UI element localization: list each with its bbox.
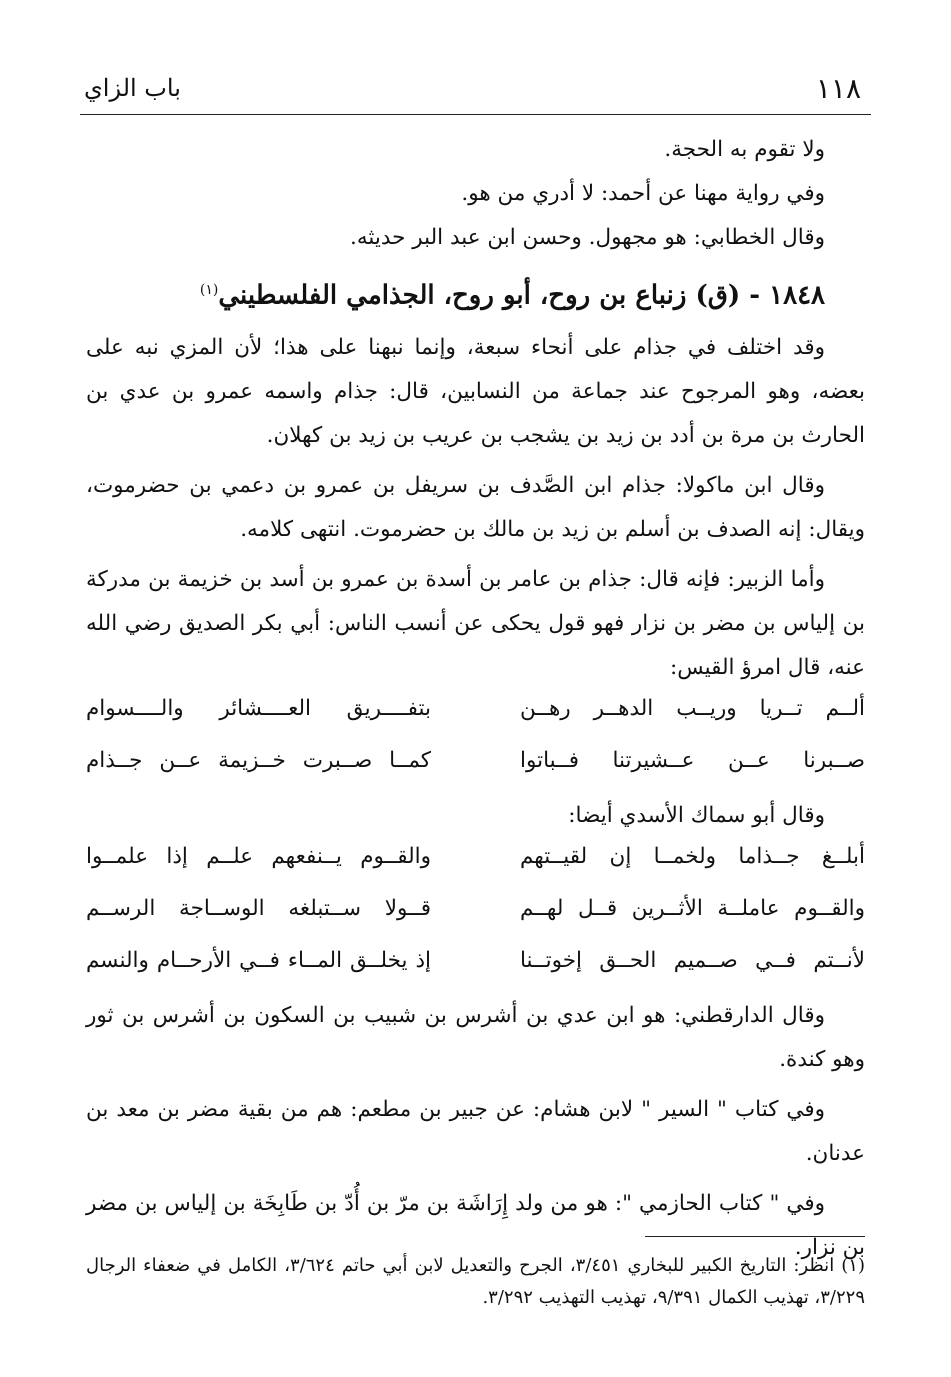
running-title: باب الزاي — [84, 74, 181, 102]
text-line: وقال الخطابي: هو مجهول. وحسن ابن عبد البر حديثه. — [350, 225, 825, 250]
verse-second-hemistich: والقــوم يــنفعهم علــم إذا علمــوا — [86, 843, 431, 869]
page-number: ١١٨ — [815, 72, 861, 105]
paragraph: وفي كتاب " السير " لابن هشام: عن جبير بن مطعم: هم من بقية مضر بن معد بن عدنان. — [86, 1096, 865, 1166]
verse-first-hemistich: أبلــغ جــذاما ولخمــا إن لقيــتهم — [520, 843, 865, 869]
verse-first-hemistich: ألــم تــريا وريــب الدهــر رهــن — [520, 695, 865, 721]
page-header — [80, 66, 871, 112]
paragraph: وفي " كتاب الحازمي ": هو من ولد إِرَاشَة بن مرّ بن أُدّ بن طَابِخَة بن إلياس بن مضر بن نزار. — [86, 1190, 865, 1260]
entry-title: ١٨٤٨ - (ق) زنباع بن روح، أبو روح، الجذامي الفلسطيني$^{(١)}$ — [199, 280, 825, 311]
paragraph: وقال الدارقطني: هو ابن عدي بن أشرس بن شبيب بن السكون بن أشرس بن ثور وهو كندة. — [86, 1002, 865, 1072]
page-body — [86, 128, 865, 1270]
header-rule — [80, 114, 871, 115]
verse-first-hemistich: لأنــتم فــي صــميم الحــق إخوتــنا — [520, 947, 865, 973]
verse-second-hemistich: بتفــــريق العــــشائر والــــسوام — [86, 695, 431, 721]
footnote: (١) انظر: التاريخ الكبير للبخاري ٣/٤٥١، الجرح والتعديل لابن أبي حاتم ٣/٦٢٤، الكامل في ضعفاء الرجال ٣/٢٢٩، تهذيب الكمال ٩/٣٩١، تهذيب التهذيب ٣/٢٩٢. — [86, 1255, 865, 1308]
footnote-marker: (١) — [199, 282, 219, 298]
poem-verse — [86, 890, 865, 942]
poem-verse — [86, 690, 865, 742]
verse-second-hemistich: كمــا صــبرت خــزيمة عــن جــذام — [86, 747, 431, 773]
verse-first-hemistich: والقــوم عاملــة الأثــرين قــل لهــم — [520, 895, 865, 921]
paragraph: وأما الزبير: فإنه قال: جذام بن عامر بن أسدة بن عمرو بن أسد بن خزيمة بن مدركة بن إلياس بن مضر بن نزار فهو قول يحكى عن أنسب الناس: أبي بكر الصديق رضي الله عنه، قال امرؤ القيس: — [86, 566, 865, 680]
poem-verse — [86, 838, 865, 890]
poem-verse — [86, 942, 865, 994]
verse-second-hemistich: إذ يخلــق المــاء فــي الأرحــام والنسم — [86, 947, 431, 973]
paragraph: وقال ابن ماكولا: جذام ابن الصَّدف بن سريفل بن عمرو بن دعمي بن حضرموت، ويقال: إنه الصدف بن أسلم بن زيد بن مالك بن حضرموت. انتهى كلامه. — [86, 472, 865, 542]
paragraph: وقد اختلف في جذام على أنحاء سبعة، وإنما نبهنا على هذا؛ لأن المزي نبه على بعضه، وهو المرجوح عند جماعة من النسابين، قال: جذام واسمه عمرو بن عدي بن الحارث بن مرة بن أدد بن زيد بن يشجب بن عريب بن زيد بن كهلان. — [86, 334, 865, 448]
paragraph: وقال أبو سماك الأسدي أيضا: — [568, 802, 825, 828]
footnote-rule — [645, 1236, 865, 1237]
verse-first-hemistich: صــبرنا عــن عــشيرتنا فــباتوا — [520, 747, 865, 773]
verse-second-hemistich: قــولا ســتبلغه الوســاجة الرســم — [86, 895, 431, 921]
text-line: وفي رواية مهنا عن أحمد: لا أدري من هو. — [461, 181, 825, 206]
text-line: ولا تقوم به الحجة. — [664, 137, 825, 162]
poem-verse — [86, 742, 865, 794]
